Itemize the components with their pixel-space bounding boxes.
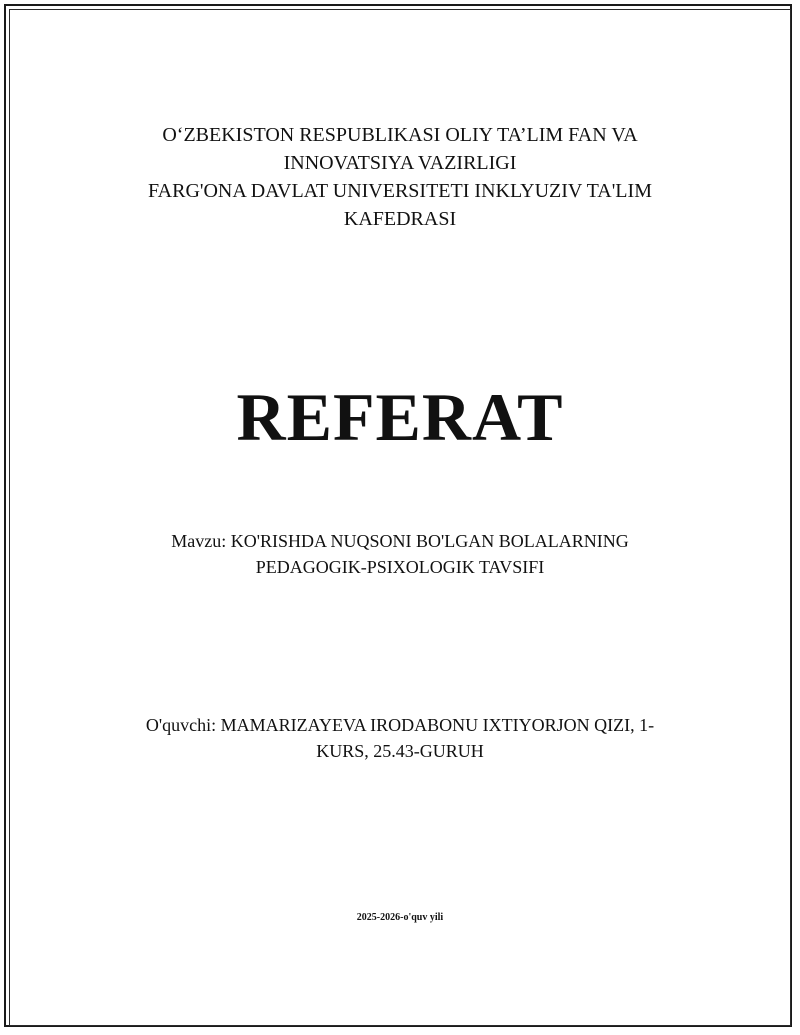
academic-year: 2025-2026-o'quv yili: [356, 912, 444, 923]
student-line-1: O'quvchi: MAMARIZAYEVA IRODABONU IXTIYORJON QIZI, 1-: [145, 715, 655, 735]
header-line-3: FARG'ONA DAVLAT UNIVERSITETI INKLYUZIV TA'LIM: [148, 180, 652, 202]
document-title: REFERAT: [236, 379, 564, 455]
topic-section: [0, 528, 800, 580]
header-line-1: O‘ZBEKISTON RESPUBLIKASI OLIY TA’LIM FAN VA: [162, 124, 638, 146]
student-line-2: KURS, 25.43-GURUH: [316, 741, 484, 761]
topic-line-1: Mavzu: KO'RISHDA NUQSONI BO'LGAN BOLALARNING: [171, 531, 629, 551]
student-section: [0, 712, 800, 764]
ministry-header: [0, 121, 800, 233]
header-line-4: KAFEDRASI: [343, 208, 457, 230]
header-line-2: INNOVATSIYA VAZIRLIGI: [283, 152, 517, 174]
topic-line-2: PEDAGOGIK-PSIXOLOGIK TAVSIFI: [255, 557, 545, 577]
